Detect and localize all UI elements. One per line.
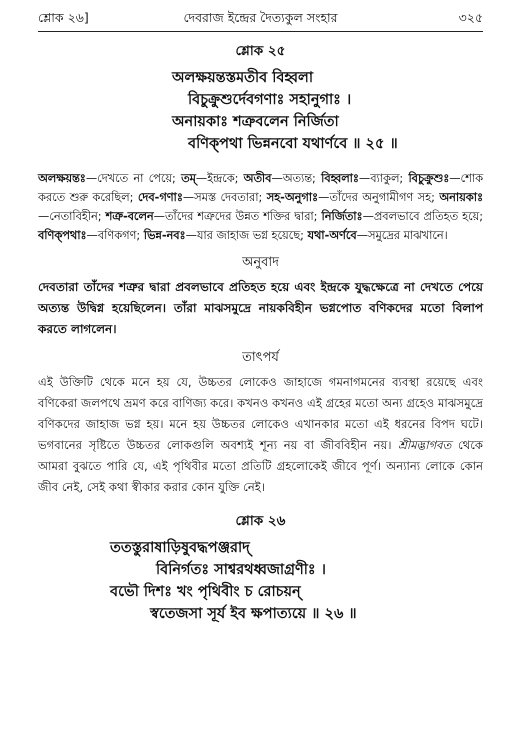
purport-text-part: এই উক্তিটি থেকে মনে হয় যে, উচ্চতর লোকেও জাহাজে গমনাগমনের ব্যবস্থা রয়েছে এবং বণিকেরা জলপথে ভ্রমণ করে বাণিজ্য করে। কখনও কখনও এই গ্রহের মতো অন্য গ্রহেও মাঝসমুদ্রে বণিকদের জাহাজ ভগ্ন হয়। মনে হয় উচ্চতর লোকেও এখানকার মতো এই ধরনের বিপদ ঘটে। ভগবানের সৃষ্টিতে উচ্চতর লোকগুলি অবশ্যই শূন্য নয় বা জীববিহীন নয়। bbox=[38, 375, 483, 452]
synonym-meaning: —শোক করতে শুরু করেছিল; bbox=[38, 172, 483, 204]
synonym-word: বিহ্বলাঃ bbox=[321, 172, 359, 185]
sloka-25-line: বণিক্‌পথা ভিন্ননবো যথার্ণবে ॥ ২৫ ॥ bbox=[188, 136, 398, 152]
purport-italic-title: শ্রীমদ্ভাগবত bbox=[398, 438, 452, 452]
synonym-meaning: —নেতাবিহীন; bbox=[38, 210, 106, 223]
sloka-26-line: ততস্তুরাষাড়িষুবদ্ধপঞ্জরাদ্ bbox=[110, 540, 250, 556]
sloka-26-title: শ্লোক ২৬ bbox=[235, 513, 286, 529]
page-content bbox=[38, 40, 483, 625]
sloka-26-verse bbox=[38, 537, 483, 625]
synonym-meaning: —তাঁদের শত্রুদের উন্নত শক্তির দ্বারা; bbox=[153, 210, 322, 223]
purport-text bbox=[38, 372, 483, 498]
synonym-meaning: —যার জাহাজ ভগ্ন হয়েছে; bbox=[185, 229, 308, 242]
header-rule bbox=[38, 31, 483, 32]
sloka-25-verse bbox=[38, 67, 483, 155]
synonym-meaning: —প্রবলভাবে প্রতিহত হয়ে; bbox=[362, 210, 483, 223]
synonym-word: দেব-গণাঃ bbox=[137, 191, 183, 204]
synonym-meaning: —সমস্ত দেবতারা; bbox=[182, 191, 267, 204]
synonym-meaning: —ইন্দ্রকে; bbox=[195, 172, 244, 185]
sloka-25-line: অনায়কাঃ শত্রুবলেন নির্জিতা bbox=[172, 114, 339, 130]
synonym-meaning: —তাঁদের অনুগামীগণ সহ; bbox=[318, 191, 440, 204]
synonym-word: অলক্ষয়ন্তঃ bbox=[38, 172, 86, 185]
synonym-word: নির্জিতাঃ bbox=[321, 210, 363, 223]
sloka-25-title: শ্লোক ২৫ bbox=[235, 43, 286, 59]
synonym-meaning: —বণিকগণ; bbox=[86, 229, 144, 242]
sloka-26-line: বভৌ দিশঃ খং পৃথিবীং চ রোচয়ন্ bbox=[110, 584, 301, 600]
synonym-word: বণিক্‌পথাঃ bbox=[38, 229, 87, 242]
synonym-meaning: —সমুদ্রের মাঝখানে। bbox=[356, 229, 448, 242]
translation-title: অনুবাদ bbox=[242, 255, 279, 270]
synonym-word: ভিন্ন-নবঃ bbox=[143, 229, 186, 242]
synonym-word: যথা-অর্ণবে bbox=[307, 229, 357, 242]
synonym-meaning: —অত্যন্ত; bbox=[271, 172, 322, 185]
sloka-25-line: অলক্ষয়ন্তস্তমতীব বিহ্বলা bbox=[172, 70, 314, 86]
synonym-word: অনায়কাঃ bbox=[439, 191, 483, 204]
synonym-word: সহ-অনুগাঃ bbox=[266, 191, 319, 204]
synonym-word: বিচুক্রুশুঃ bbox=[408, 172, 450, 185]
synonym-word: তম্ bbox=[181, 172, 196, 185]
header-verse-ref: শ্লোক ২৬] bbox=[38, 10, 89, 25]
synonym-meaning: —দেখতে না পেয়ে; bbox=[85, 172, 182, 185]
sloka-26-line: বিনির্গতঃ সাশ্বরথধ্বজাগ্রণীঃ । bbox=[156, 562, 326, 578]
sloka-25-line: বিচুক্রুশুর্দেবগণাঃ সহানুগাঃ । bbox=[188, 92, 352, 108]
synonym-word: অতীব bbox=[243, 172, 272, 185]
synonym-meaning: —ব্যাকুল; bbox=[358, 172, 409, 185]
translation-text: দেবতারা তাঁদের শত্রুর দ্বারা প্রবলভাবে প্রতিহত হয়ে এবং ইন্দ্রকে যুদ্ধক্ষেত্রে না দেখতে পেয়ে অত্যন্ত উদ্বিগ্ন হয়েছিলেন। তাঁরা মাঝসমুদ্রে নায়কবিহীন ভগ্নপোত বণিকদের মতো বিলাপ করতে লাগলেন। bbox=[38, 280, 483, 336]
synonym-word: শত্রু-বলেন bbox=[105, 210, 154, 223]
purport-text-part: থেকে আমরা বুঝতে পারি যে, এই পৃথিবীর মতো প্রতিটি গ্রহলোকেই জীবে পূর্ণ। অন্যান্য লোকে কোন জীব নেই, সেই কথা স্বীকার করার কোন যুক্তি নেই। bbox=[38, 438, 483, 494]
purport-title: তাৎপর্য bbox=[242, 350, 279, 365]
header-page-number: ৩২৫ bbox=[458, 10, 483, 25]
header-chapter-title: দেবরাজ ইন্দ্রের দৈত্যকুল সংহার bbox=[183, 10, 338, 25]
sloka-26-line: স্বতেজসা সূর্য ইব ক্ষপাত্যয়ে ॥ ২৬ ॥ bbox=[150, 606, 357, 622]
running-header bbox=[38, 10, 483, 32]
synonyms-paragraph bbox=[38, 169, 483, 245]
